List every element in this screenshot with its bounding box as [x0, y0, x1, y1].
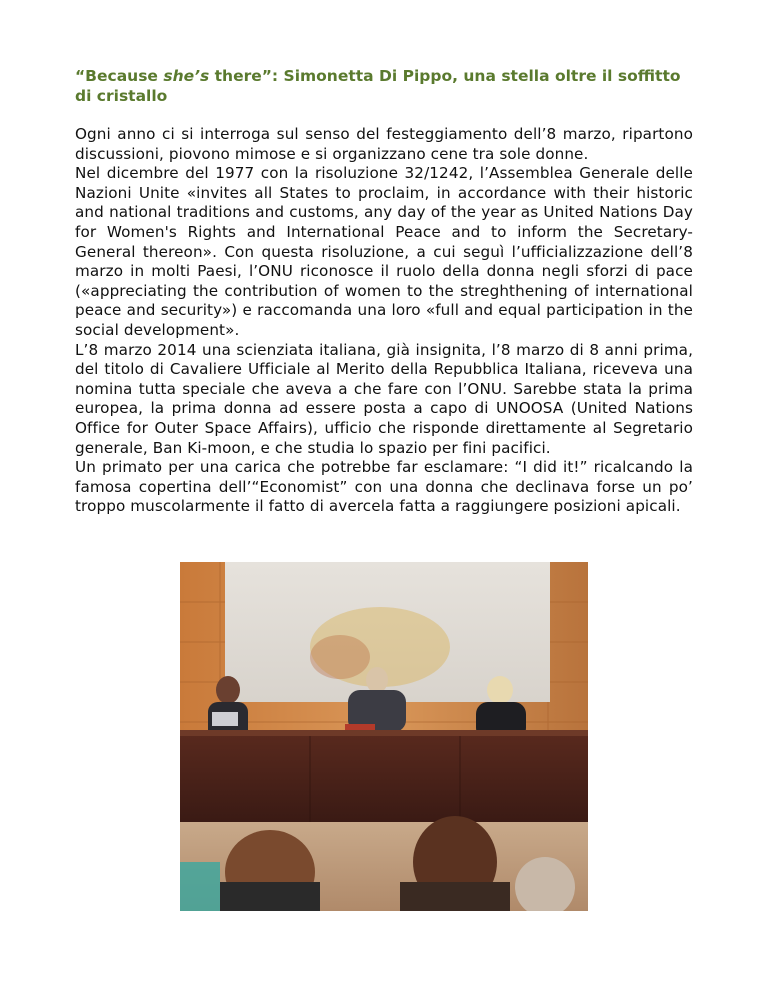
paragraph-3: L’8 marzo 2014 una scienziata italiana, già insignita, l’8 marzo di 8 anni prima, del titolo di Cavaliere Ufficiale al Merito della Repubblica Italiana, riceveva una nomina tutta speciale che aveva a che fare con l’ONU. Sarebbe stata la prima europea, la prima donna ad essere posta a capo di UNOOSA (United Nations Office for Outer Space Affairs), ufficio che risponde direttamente al Segretario generale, Ban Ki-moon, e che studia lo spazio per fini pacifici.	[75, 340, 693, 457]
title-italic: she’s	[163, 67, 210, 85]
paragraph-4: Un primato per una carica che potrebbe far esclamare: “I did it!” ricalcando la famosa copertina dell’“Economist” con una donna che declinava forse un po’ troppo muscolarmente il fatto di avercela fatta a raggiungere posizioni apicali.	[75, 458, 693, 516]
conference-photo	[180, 562, 588, 911]
title-part-2: there”: Simonetta Di Pippo, una stella oltre il soffitto di cristallo	[75, 67, 681, 105]
paragraph-2: Nel dicembre del 1977 con la risoluzione 32/1242, l’Assemblea Generale delle Nazioni Unite «invites all States to proclaim, in accordance with their historic and national traditions and customs, any day of the year as United Nations Day for Women's Rights and International Peace and to inform the Secretary-General thereon». Con questa risoluzione, a cui seguì l’ufficializzazione dell’8 marzo in molti Paesi, l’ONU riconosce il ruolo della donna negli sforzi di pace («appreciating the contribution of women to the streghthening of international peace and security») e raccomanda una loro «full and equal participation in the social development».	[75, 164, 693, 339]
title-part-1: “Because	[75, 67, 164, 85]
conference-photo-illustration	[180, 562, 588, 911]
article-body	[75, 125, 693, 517]
paragraph-1: Ogni anno ci si interroga sul senso del festeggiamento dell’8 marzo, ripartono discussioni, piovono mimose e si organizzano cene tra sole donne.	[75, 125, 693, 163]
article-title	[75, 66, 695, 106]
